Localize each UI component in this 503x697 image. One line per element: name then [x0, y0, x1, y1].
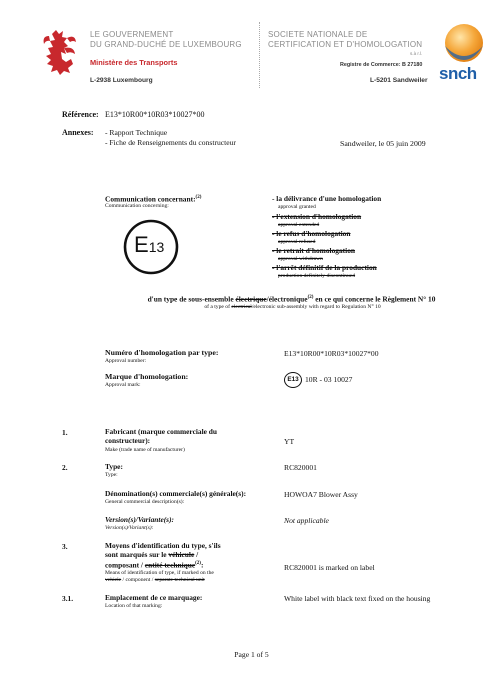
approval-mark-label: Marque d'homologation: — [105, 372, 189, 381]
subassembly-subtitle: of a type of electrical/electronic sub-assembly with regard to Regulation N° 10 — [204, 304, 381, 310]
snch-name-line1: SOCIETE NATIONALE DE — [268, 30, 368, 39]
snch-address: L-5201 Sandweiler — [370, 77, 428, 84]
item-1-number: 1. — [62, 428, 68, 437]
option-granted: - la délivrance d'une homologation — [272, 194, 382, 203]
item-3-sub-line2: vehicle / component / separate technical unit — [105, 577, 205, 583]
approval-number-label: Numéro d'homologation par type: — [105, 348, 219, 357]
reference-label: Référence: — [62, 110, 99, 119]
government-name-line1: LE GOUVERNEMENT — [90, 30, 174, 39]
page-number: Page 1 of 5 — [234, 650, 269, 659]
approval-mark-value: 10R - 03 10027 — [305, 375, 353, 384]
item-3-1-value: White label with black text fixed on the housing — [284, 594, 431, 603]
item-3-label-line2: sont marqués sur le véhicule / — [105, 550, 199, 559]
item-1-label-line2: constructeur): — [105, 436, 151, 445]
option-extended-en: approval extended — [278, 222, 320, 228]
item-2-number: 2. — [62, 463, 68, 472]
item-3-number: 3. — [62, 542, 68, 551]
option-discontinued-en: production definitely discontinued — [278, 273, 356, 279]
option-extended: - l'extension d'homologation — [272, 212, 362, 221]
government-name-line2: DU GRAND-DUCHÉ DE LUXEMBOURG — [90, 40, 242, 49]
snch-legal-form: s.à r.l. — [410, 51, 423, 56]
e13-mark-circle — [123, 219, 179, 275]
version-label: Version(s)/Variante(s): — [105, 515, 174, 524]
approval-mark-sub: Approval mark: — [105, 382, 141, 388]
option-withdrawn: - le retrait d'homologation — [272, 246, 355, 255]
snch-logo — [434, 22, 490, 86]
item-3-1-label: Emplacement de ce marquage: — [105, 593, 203, 602]
item-2-value: RC820001 — [284, 463, 317, 472]
approval-mark-badge: E13 — [284, 372, 302, 388]
item-3-label-line3: composant / entité technique$^{(2)}$: — [105, 560, 204, 570]
item-3-label-line1: Moyens d'identification du type, s'ils — [105, 541, 221, 550]
item-3-sub-line1: Means of identification of type, if marked on the — [105, 570, 214, 576]
item-1-sub: Make (trade name of manufacturer) — [105, 447, 185, 453]
option-refused-en: approval refused — [278, 239, 316, 245]
snch-name-line2: CERTIFICATION ET D'HOMOLOGATION — [268, 40, 423, 49]
place-date: Sandweiler, le 05 juin 2009 — [340, 139, 426, 148]
annexes-label: Annexes: — [62, 128, 94, 137]
snch-registry: Registre de Commerce: B 27180 — [340, 62, 423, 68]
item-2-label: Type: — [105, 462, 123, 471]
item-2-sub: Type: — [105, 472, 118, 478]
annex-item: - Rapport Technique — [105, 128, 168, 137]
e13-mark-letter: E — [134, 232, 149, 257]
e13-mark-number: 13 — [148, 239, 165, 255]
option-granted-en: approval granted — [278, 204, 316, 210]
snch-logo-text: snch — [439, 64, 477, 83]
item-3-value: RC820001 is marked on label — [284, 563, 375, 572]
item-3-1-number: 3.1. — [62, 594, 74, 603]
item-1-label-line1: Fabricant (marque commerciale du — [105, 427, 218, 436]
option-discontinued: - l'arrêt définitif de la production — [272, 263, 377, 272]
subassembly-title: d'un type de sous-ensemble électrique/électronique$^{(2)}$ en ce qui concerne le Règlement N° 10 — [147, 294, 436, 304]
option-withdrawn-en: approval withdrawn — [278, 256, 323, 262]
version-sub: Version(s)/Variant(s): — [105, 525, 154, 531]
ministry-address: L-2938 Luxembourg — [90, 77, 153, 84]
luxembourg-lion-logo — [40, 28, 80, 76]
commercial-description-value: HOWOA7 Blower Assy — [284, 490, 358, 499]
version-value: Not applicable — [284, 516, 329, 525]
ministry-name: Ministère des Transports — [90, 58, 178, 67]
annex-item: - Fiche de Renseignements du constructeur — [105, 138, 236, 147]
reference-value: E13*10R00*10R03*10027*00 — [105, 110, 205, 119]
communication-title: Communication concernant:$^{(2)}$ — [105, 194, 202, 204]
communication-subtitle: Communication concerning: — [105, 203, 169, 209]
commercial-description-label: Dénomination(s) commerciale(s) générale(s): — [105, 489, 247, 498]
approval-number-value: E13*10R00*10R03*10027*00 — [284, 349, 379, 358]
item-3-1-sub: Location of that marking: — [105, 603, 163, 609]
item-1-value: YT — [284, 437, 295, 446]
approval-number-sub: Approval number: — [105, 358, 147, 364]
commercial-description-sub: General commercial description(s): — [105, 499, 185, 505]
option-refused: - le refus d'homologation — [272, 229, 351, 238]
header-divider — [259, 22, 260, 88]
